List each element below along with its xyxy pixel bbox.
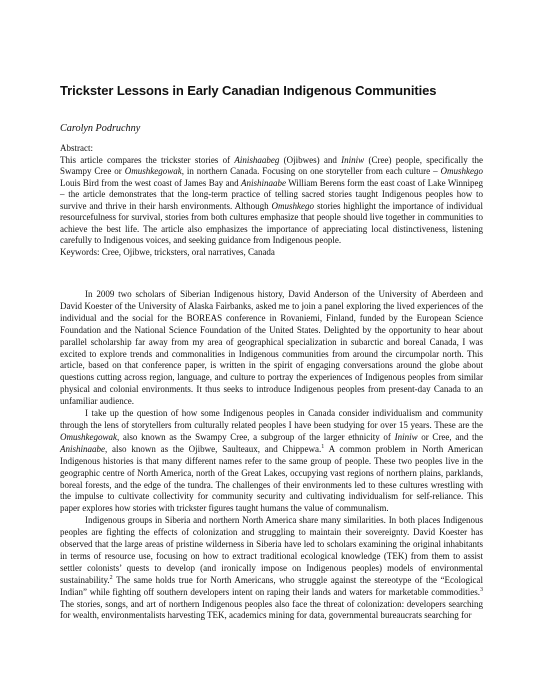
abstract-text (60, 155, 483, 246)
text-run: or Cree, and the (417, 431, 483, 442)
footnote-ref: 1 (321, 443, 325, 450)
article-body (60, 289, 483, 622)
italic-term: Omushkegowak (60, 431, 117, 442)
text-run: The same holds true for North Americans, who struggle against the stereotype of the “Ecological Indian” while fighting off southern developers intent on raping their lands and waters for marketable commodities. (60, 574, 483, 597)
text-run: William Berens form the east coast of Lake Winnipeg – the article demonstrates that the long-term practice of telling sacred stories taught Indigenous peoples how to survive and thrive in their harsh environments. Although (60, 177, 484, 211)
author-name: Carolyn Podruchny (60, 123, 141, 134)
italic-term: Omushkego (271, 200, 315, 211)
text-run: , in northern Canada. Focusing on one storyteller from each culture – (181, 166, 441, 176)
italic-term: Ainishaabeg (234, 154, 280, 165)
body-paragraph (60, 515, 483, 622)
text-run: (Cree) people, specifically the Swampy Cree or (60, 154, 483, 176)
italic-term: Omushkego (440, 166, 483, 176)
abstract-section (60, 143, 483, 258)
abstract-label: Abstract: (60, 143, 93, 153)
article-title: Trickster Lessons in Early Canadian Indigenous Communities (60, 83, 437, 98)
text-run: Louis Bird from the west coast of James Bay and (60, 177, 241, 188)
text-run: , also known as the Ojibwe, Saulteaux, and Chippewa. (105, 443, 322, 454)
italic-term: Anishinaabe (60, 443, 105, 454)
text-run: A common problem in North American Indigenous histories is that many different names refer to the same group of people. These two peoples live in the geographic centre of North America, north of the Great Lakes, occupying vast regions of northern plains, parklands, boreal forests, and the edge of the tundra. The challenges of their environments led to these cultures wrestling with the impulse to cultivate collectivity for community security and cultivating individualism for self-reliance. This paper explores how stories with trickster figures taught humans the value of communalism. (60, 443, 483, 514)
text-run: This article compares the trickster stories of (60, 154, 235, 165)
italic-term: Ininiw (341, 154, 365, 165)
text-run: I take up the question of how some Indigenous peoples in Canada consider individualism and community through the lens of storytellers from culturally related peoples I have been studying for over 15 years. These are the (60, 408, 483, 430)
text-run: stories highlight the importance of individual resourcefulness for survival, stories from both cultures emphasize that people should live together in communities to achieve the best life. The article also emphasizes the importance of appreciating local distinctiveness, listening carefully to Indigenous voices, and seeking guidance from Indigenous people. (60, 200, 483, 245)
text-run: In 2009 two scholars of Siberian Indigenous history, David Anderson of the University of Aberdeen and David Koester of the University of Alaska Fairbanks, asked me to join a panel exploring the lived experiences of the individual and the social for the BOREAS conference in Rovaniemi, Finland, funded by the European Science Foundation and the National Science Foundation of the United States. Delighted by the opportunity to hear about parallel scholarship far away from my area of geographical specialization in subarctic and boreal Canada, I was excited to explore trends and commonalities in Indigenous communities from around the circumpolar north. This article, based on that conference paper, is written in the spirit of engaging conversations around the globe about questions cutting across region, language, and culture to portray the experiences of Indigenous peoples from similar physical and colonial environments. It thus seeks to introduce Indigenous peoples from present-day Canada to an unfamiliar audience. (60, 289, 483, 407)
body-paragraph (60, 408, 483, 515)
text-run: (Ojibwes) and (279, 154, 342, 165)
text-run: The stories, songs, and art of northern Indigenous peoples also face the threat of colonization: developers searching for wealth, environmentalists harvesting TEK, academics mining for data, governmental bureaucrats searching for (60, 598, 483, 621)
body-paragraph (60, 289, 483, 408)
keywords: Keywords: Cree, Ojibwe, tricksters, oral narratives, Canada (60, 246, 275, 257)
italic-term: Ininiw (394, 431, 418, 442)
footnote-ref: 3 (480, 586, 483, 593)
text-run: Indigenous groups in Siberia and northern North America share many similarities. In both places Indigenous peoples are fighting the effects of colonization and struggling to maintain their sovereignty. David Koester has observed that the large areas of pristine wilderness in Siberia have led to scholars examining the original inhabitants in terms of resource use, focusing on how to extract traditional ecological knowledge (TEK) from them to assist settler colonists’ quests to develop (and ironically impose on Indigenous peoples) models of environmental sustainability. (60, 515, 483, 585)
italic-term: Omushkegowak (124, 166, 182, 176)
italic-term: Anishinaabe (241, 177, 286, 188)
footnote-ref: 2 (109, 574, 113, 581)
text-run: , also known as the Swampy Cree, a subgroup of the larger ethnicity of (117, 431, 395, 442)
